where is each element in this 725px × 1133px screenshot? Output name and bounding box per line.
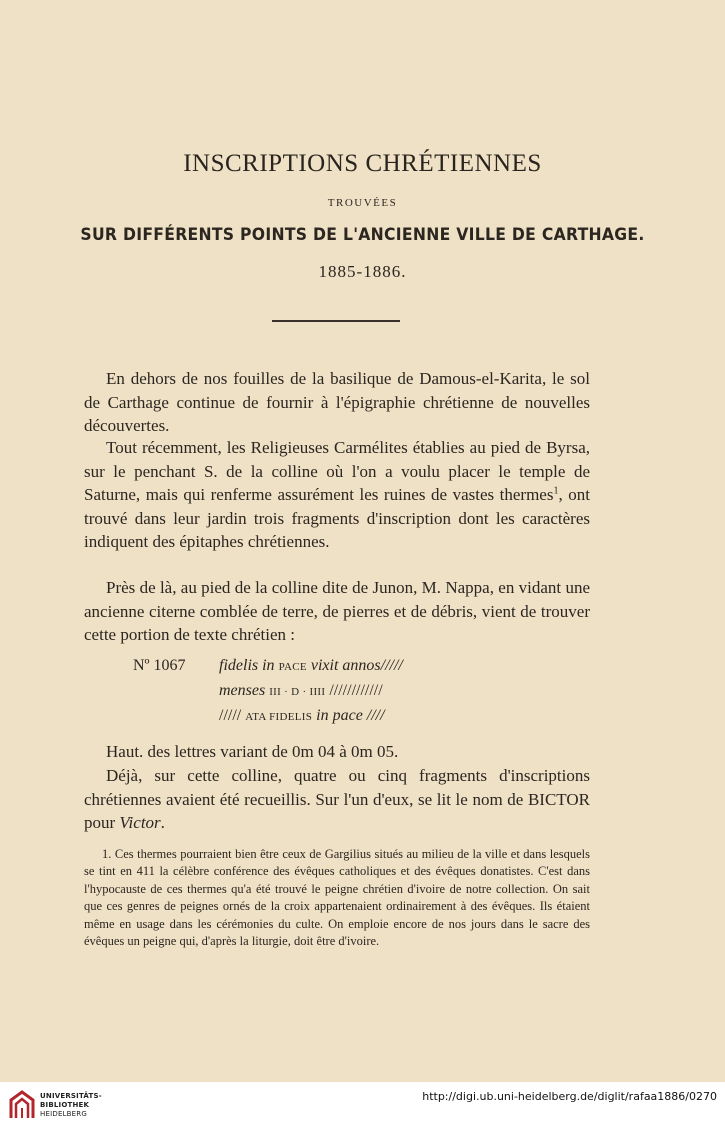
paragraph-2 [84, 436, 590, 554]
paragraph-2-text-b: , ont trouvé dans leur jardin trois fragments d'inscription dont les caractères indiquent des épitaphes chrétiennes. [84, 485, 590, 551]
footnote-text: 1. Ces thermes pourraient bien être ceux de Gargilius situés au milieu de la ville et dans lesquels se tint en 411 la célèbre conférence des évêques catholiques et des évêques donatistes. C'est dans l'hypocauste de ces thermes qu'a été trouvé le peigne chrétien d'ivoire de notre collection. On sait que ces genres de peignes ornés de la croix appartenaient ordinairement à des évêques. Ils étaient même en usage dans les cérémonies du culte. On emploie encore de nos jours dans le sacre des évêques un peigne qui, d'après la liturgie, doit être d'ivoire. [84, 847, 590, 949]
paragraph-5-text-a: Déjà, sur cette colline, quatre ou cinq fragments d'inscriptions chrétiennes avaient été recueillis. Sur l'un d'eux, se lit le nom de BICTOR pour [84, 766, 590, 832]
paragraph-4-text: Haut. des lettres variant de 0m 04 à 0m 05. [106, 742, 399, 761]
section-heading: SUR DIFFÉRENTS POINTS DE L'ANCIENNE VILLE DE CARTHAGE. [80, 225, 645, 245]
inscription-line-1-b: PACE [278, 661, 307, 673]
inscription-number: Nº 1067 [133, 657, 186, 674]
paragraph-5-text-b: Victor [119, 813, 161, 832]
inscription-line-1 [219, 657, 403, 675]
inscription-line-1-c: vixit annos///// [306, 657, 403, 674]
inscription-line-3-b: ATA FIDELIS [245, 711, 313, 723]
years-heading: 1885-1886. [318, 262, 407, 281]
paragraph-2-text-a: Tout récemment, les Religieuses Carmélites établies au pied de Byrsa, sur le penchant S. de la colline où l'on a voulu placer le temple de Saturne, mais qui renferme assurément les ruines de vastes thermes [84, 438, 590, 504]
inscription-line-2-a: menses [219, 682, 270, 699]
paragraph-3-text: Près de là, au pied de la colline dite de Junon, M. Nappa, en vidant une ancienne citerne comblée de terre, de pierres et de débris, vient de trouver cette portion de texte chrétien : [84, 578, 590, 644]
title-divider [272, 320, 400, 322]
page-title: INSCRIPTIONS CHRÉTIENNES [183, 150, 542, 177]
inscription-line-2 [219, 682, 383, 700]
logo-text-line-2: BIBLIOTHEK [40, 1101, 90, 1109]
paragraph-4 [84, 740, 590, 764]
inscription-line-2-c: //////////// [325, 682, 383, 699]
page-subtitle: TROUVÉES [327, 197, 398, 209]
logo-text-line-1: UNIVERSITÄTS- [40, 1092, 102, 1100]
paragraph-5 [84, 764, 590, 835]
paragraph-5-text-c: . [160, 813, 165, 832]
university-library-logo-icon[interactable] [8, 1090, 36, 1120]
inscription-line-3-c: in pace //// [312, 707, 385, 724]
inscription-line-3 [219, 707, 385, 725]
inscription-line-1-a: fidelis in [219, 657, 279, 674]
paragraph-1 [84, 367, 590, 438]
inscription-line-3-a: ///// [219, 707, 246, 724]
footnote [84, 846, 590, 950]
paragraph-1-text: En dehors de nos fouilles de la basilique de Damous-el-Karita, le sol de Carthage continue de fournir à l'épigraphie chrétienne de nouvelles découvertes. [84, 369, 590, 435]
logo-text-line-3: HEIDELBERG [40, 1110, 87, 1118]
permalink-url[interactable]: http://digi.ub.uni-heidelberg.de/diglit/rafaa1886/0270 [422, 1090, 717, 1103]
paragraph-3 [84, 576, 590, 647]
footnote-reference: 1 [553, 485, 559, 497]
inscription-line-2-b: III · D · IIII [269, 686, 326, 698]
